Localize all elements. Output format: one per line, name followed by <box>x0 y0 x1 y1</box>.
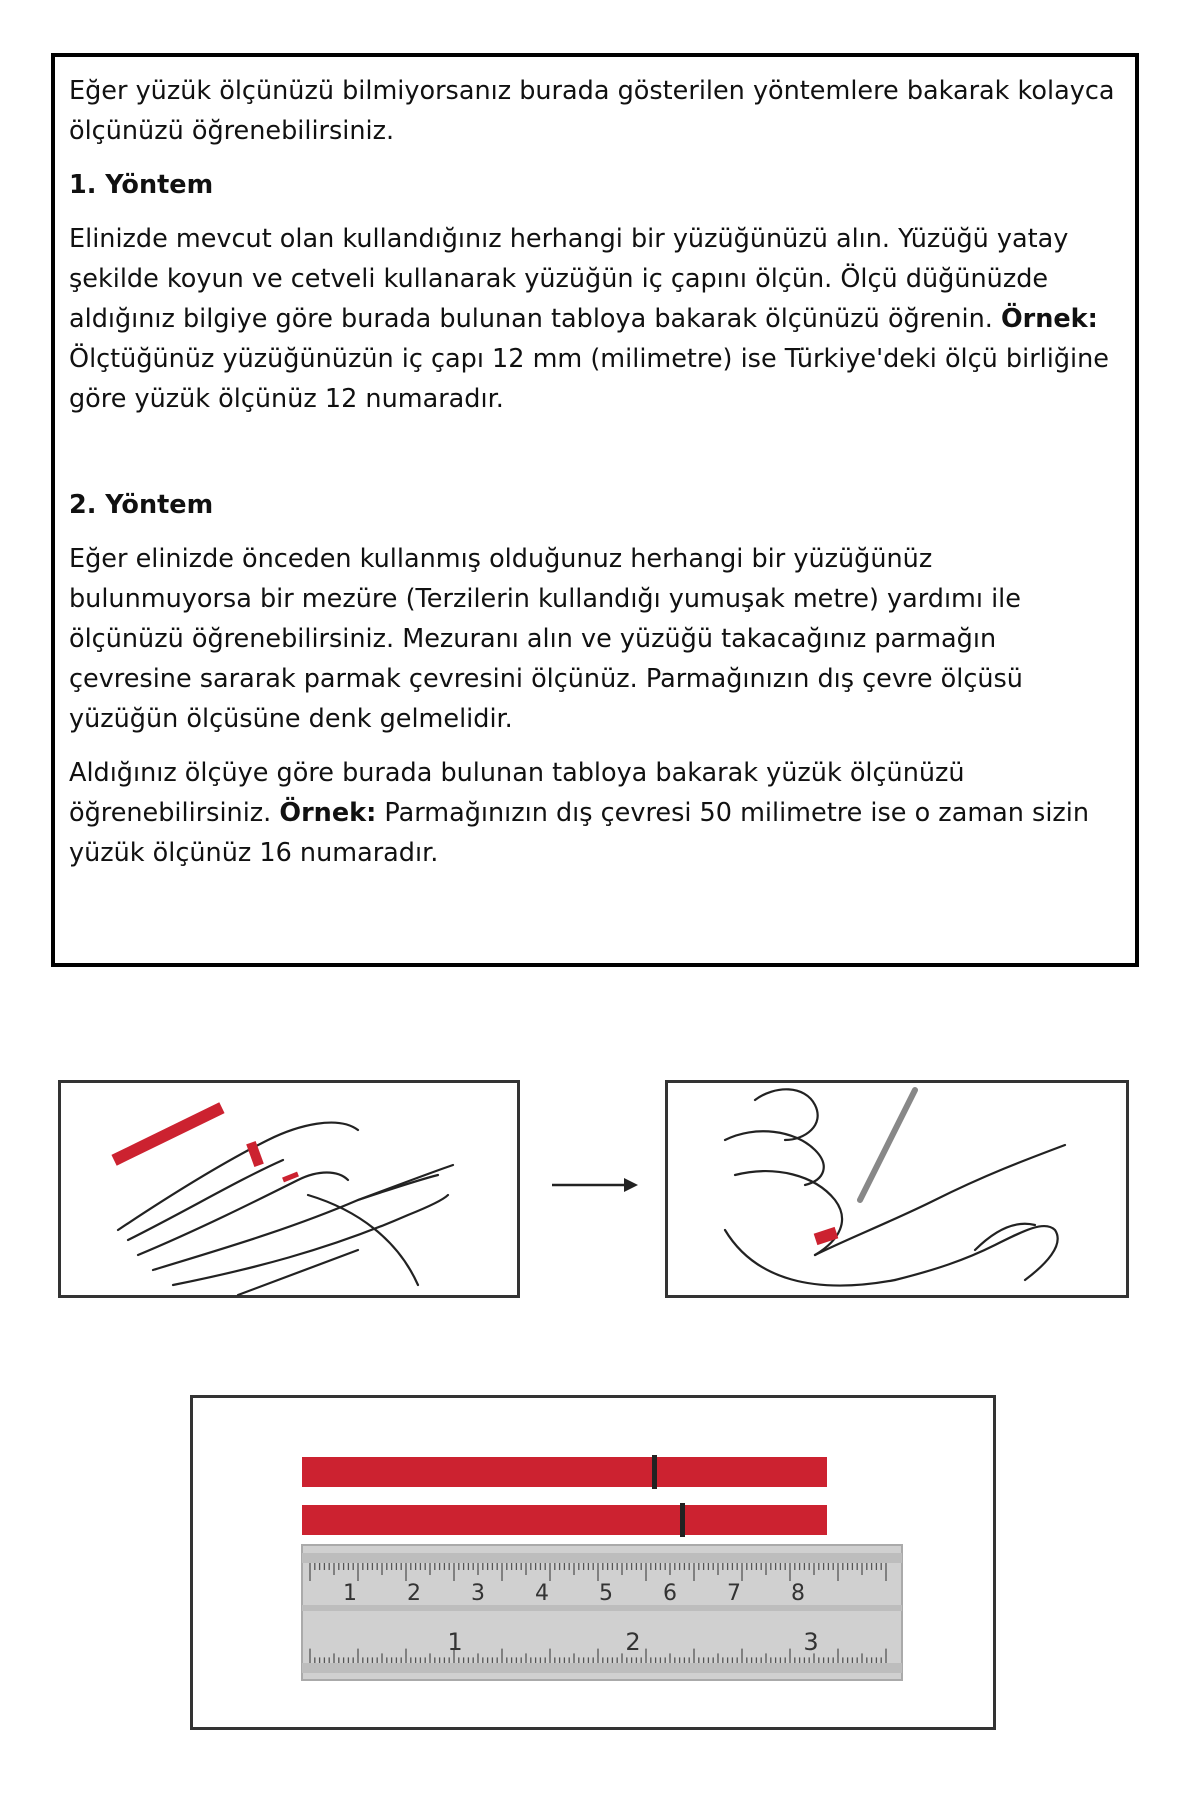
ruler-inch-label: 1 <box>447 1628 463 1656</box>
ruler-cm-label: 4 <box>535 1581 549 1606</box>
arrow-icon <box>552 1175 638 1195</box>
method1-example-label: Örnek: <box>1000 304 1098 334</box>
method1-title: 1. Yöntem <box>69 170 214 200</box>
instructions-box <box>51 53 1139 967</box>
ruler-cm-label: 6 <box>663 1581 677 1606</box>
red-strip-top <box>302 1457 827 1487</box>
ruler-cm-label: 3 <box>471 1581 485 1606</box>
ruler-cm-label: 8 <box>791 1581 805 1606</box>
ruler-inch-label: 3 <box>803 1628 819 1656</box>
ruler-cm-label: 1 <box>343 1581 357 1606</box>
red-strip-bottom <box>302 1505 827 1535</box>
hand-tape-illustration <box>58 1080 520 1298</box>
ruler-cm-label: 5 <box>599 1581 613 1606</box>
ruler-illustration <box>190 1395 996 1730</box>
intro-text: Eğer yüzük ölçünüzü bilmiyorsanız burada gösterilen yöntemlere bakarak kolayca ölçünüzü öğrenebilirsiniz. <box>69 76 1115 146</box>
marking-illustration <box>665 1080 1129 1298</box>
ruler-cm-label: 2 <box>407 1581 421 1606</box>
method2-body2: Aldığınız ölçüye göre burada bulunan tabloya bakarak yüzük ölçünüzü öğrenebilirsiniz. Örnek: Parmağınızın dış çevresi 50 milimetre ise o zaman sizin yüzük ölçünüz 16 numaradır. <box>69 758 1090 868</box>
ruler-cm-label: 7 <box>727 1581 741 1606</box>
method2-example-label: Örnek: <box>279 798 377 828</box>
method1-body: Elinizde mevcut olan kullandığınız herhangi bir yüzüğünüzü alın. Yüzüğü yatay şekilde koyun ve cetveli kullanarak yüzüğün iç çapını ölçün. Ölçü düğünüzde aldığınız bilgiye göre burada bulunan tabloya bakarak ölçünüzü öğrenin. Örnek: Ölçtüğünüz yüzüğünüzün iç çapı 12 mm (milimetre) ise Türkiye'deki ölçü birliğine göre yüzük ölçünüz 12 numaradır. <box>69 224 1109 414</box>
method2-title: 2. Yöntem <box>69 490 214 520</box>
ruler-inch-label: 2 <box>625 1628 641 1656</box>
method2-body: Eğer elinizde önceden kullanmış olduğunuz herhangi bir yüzüğünüz bulunmuyorsa bir mezüre (Terzilerin kullandığı yumuşak metre) yardımı ile ölçünüzü öğrenebilirsiniz. Mezuranı alın ve yüzüğü takacağınız parmağın çevresine sararak parmak çevresini ölçünüz. Parmağınızın dış çevre ölçüsü yüzüğün ölçüsüne denk gelmelidir. <box>69 544 1023 734</box>
ruler <box>302 1545 902 1680</box>
